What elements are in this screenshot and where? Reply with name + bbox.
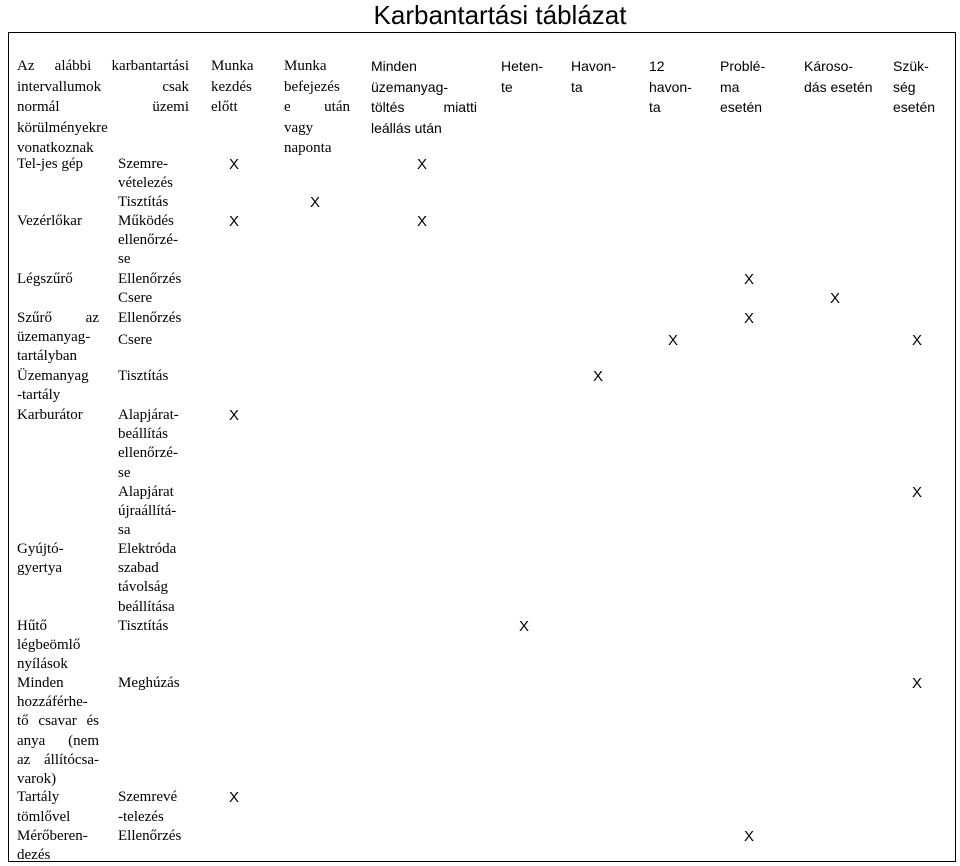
- row-task-label: Működés: [118, 213, 174, 229]
- column-header-szukseg: Szük-: [893, 58, 929, 74]
- row-item-label: légbeömlő: [17, 637, 81, 654]
- header-intro-line: normál üzemi: [17, 99, 189, 115]
- column-header-befejezes: befejezés: [284, 78, 340, 95]
- maintenance-table: [8, 32, 956, 862]
- page-title: Karbantartási táblázat: [373, 0, 627, 30]
- row-item-label: Tel-jes gép: [17, 156, 84, 172]
- row-item-label: Üzemanyag: [17, 368, 89, 384]
- header-intro-line: vonatkoznak: [17, 140, 94, 156]
- column-header-kezdes: előtt: [211, 99, 238, 115]
- row-item-label: Légszűrő: [17, 271, 73, 287]
- row-task-label: ellenőrzé-: [118, 445, 178, 462]
- row-task-label: Ellenőrzés: [118, 828, 182, 844]
- row-item-label: nyílások: [17, 656, 68, 673]
- row-task-label: Meghúzás: [118, 675, 180, 691]
- row-item-label: gyertya: [17, 560, 62, 577]
- row-item-label: Minden: [17, 675, 64, 691]
- row-task-label: távolság: [118, 579, 168, 596]
- column-header-hetente: te: [501, 78, 513, 95]
- row-task-label: szabad: [118, 560, 159, 577]
- row-task-label: beállítása: [118, 598, 175, 615]
- row-task-label: Tisztítás: [118, 368, 169, 384]
- row-item-label: tartályban: [17, 348, 77, 365]
- row-task-label: -telezés: [118, 808, 164, 825]
- x-mark-toltes: X: [417, 156, 428, 173]
- column-header-befejezes: naponta: [284, 140, 332, 156]
- x-mark-hetente: X: [519, 618, 530, 635]
- column-header-befejezes: Munka: [284, 58, 327, 74]
- row-item-label: anya (nem: [17, 732, 99, 749]
- x-mark-toltes: X: [417, 213, 428, 230]
- x-mark-problema: X: [744, 310, 755, 327]
- row-item-label: üzemanyag-: [17, 329, 91, 346]
- column-header-kezdes: Munka: [211, 58, 254, 74]
- row-task-label: sa: [118, 522, 131, 539]
- column-header-problema: ma: [720, 78, 740, 95]
- row-task-label: Alapjárat: [118, 484, 174, 500]
- x-mark-tizenketto: X: [668, 332, 679, 349]
- row-item-label: Mérőberen-: [17, 828, 88, 844]
- x-mark-problema: X: [744, 828, 755, 845]
- column-header-problema: esetén: [720, 99, 763, 115]
- column-header-problema: Problé-: [720, 58, 766, 74]
- row-item-label: Vezérlőkar: [17, 213, 82, 229]
- column-header-toltes: Minden: [371, 58, 417, 74]
- row-item-label: -tartály: [17, 387, 61, 404]
- row-task-label: Csere: [118, 290, 153, 306]
- x-mark-kezdes: X: [229, 213, 240, 230]
- row-task-label: Elektróda: [118, 541, 177, 557]
- column-header-toltes: üzemanyag-: [371, 78, 449, 95]
- row-task-label: Szemrevé: [118, 789, 178, 805]
- row-task-label: Ellenőrzés: [118, 310, 182, 326]
- column-header-havonta: ta: [571, 78, 583, 95]
- x-mark-havonta: X: [593, 368, 604, 385]
- column-header-szukseg: ség: [893, 78, 916, 95]
- column-header-toltes: töltés miatti: [371, 99, 477, 115]
- x-mark-karosodas: X: [830, 290, 841, 307]
- row-item-label: Gyújtó-: [17, 541, 64, 557]
- x-mark-kezdes: X: [229, 156, 240, 173]
- x-mark-kezdes: X: [229, 789, 240, 806]
- column-header-befejezes: e után: [284, 99, 350, 115]
- row-task-label: se: [118, 251, 131, 268]
- row-item-label: dezés: [17, 847, 51, 864]
- row-task-label: Alapjárat-: [118, 407, 179, 423]
- row-item-label: Hűtő: [17, 618, 47, 634]
- column-header-kezdes: kezdés: [211, 78, 252, 95]
- x-mark-szukseg: X: [912, 332, 923, 349]
- row-task-label: se: [118, 464, 131, 481]
- column-header-havonta: Havon-: [571, 58, 617, 74]
- row-task-label: újraállítá-: [118, 503, 177, 520]
- column-header-karosodas: Károso-: [804, 58, 854, 74]
- row-task-label: Ellenőrzés: [118, 271, 182, 287]
- column-header-szukseg: esetén: [893, 99, 936, 115]
- row-item-label: Karburátor: [17, 407, 83, 423]
- row-task-label: beállítás: [118, 426, 168, 443]
- header-intro-line: Az alábbi karbantartási: [17, 58, 189, 74]
- row-item-label: az állítócsa-: [17, 751, 99, 768]
- row-task-label: Csere: [118, 332, 153, 348]
- column-header-befejezes: vagy: [284, 119, 314, 136]
- header-intro-line: körülményekre: [17, 119, 108, 136]
- x-mark-problema: X: [744, 271, 755, 288]
- row-item-label: Szűrő az: [17, 310, 99, 326]
- row-item-label: Tartály: [17, 789, 60, 805]
- row-item-label: tömlővel: [17, 808, 71, 825]
- column-header-tizenketto: havon-: [649, 78, 692, 95]
- x-mark-befejezes: X: [310, 194, 321, 211]
- row-item-label: varok): [17, 771, 57, 787]
- column-header-karosodas: dás esetén: [804, 78, 873, 95]
- x-mark-kezdes: X: [229, 407, 240, 424]
- row-task-label: Tisztítás: [118, 618, 169, 634]
- x-mark-szukseg: X: [912, 675, 923, 692]
- row-task-label: vételezés: [118, 175, 173, 192]
- row-task-label: ellenőrzé-: [118, 232, 178, 249]
- column-header-tizenketto: ta: [649, 99, 661, 115]
- x-mark-szukseg: X: [912, 484, 923, 501]
- column-header-toltes: leállás után: [371, 119, 442, 136]
- row-task-label: Tisztítás: [118, 194, 169, 210]
- column-header-tizenketto: 12: [649, 58, 665, 74]
- row-item-label: hozzáférhe-: [17, 694, 88, 711]
- row-task-label: Szemre-: [118, 156, 168, 172]
- row-item-label: tő csavar és: [17, 713, 99, 730]
- header-intro-line: intervallumok csak: [17, 78, 189, 95]
- column-header-hetente: Heten-: [501, 58, 544, 74]
